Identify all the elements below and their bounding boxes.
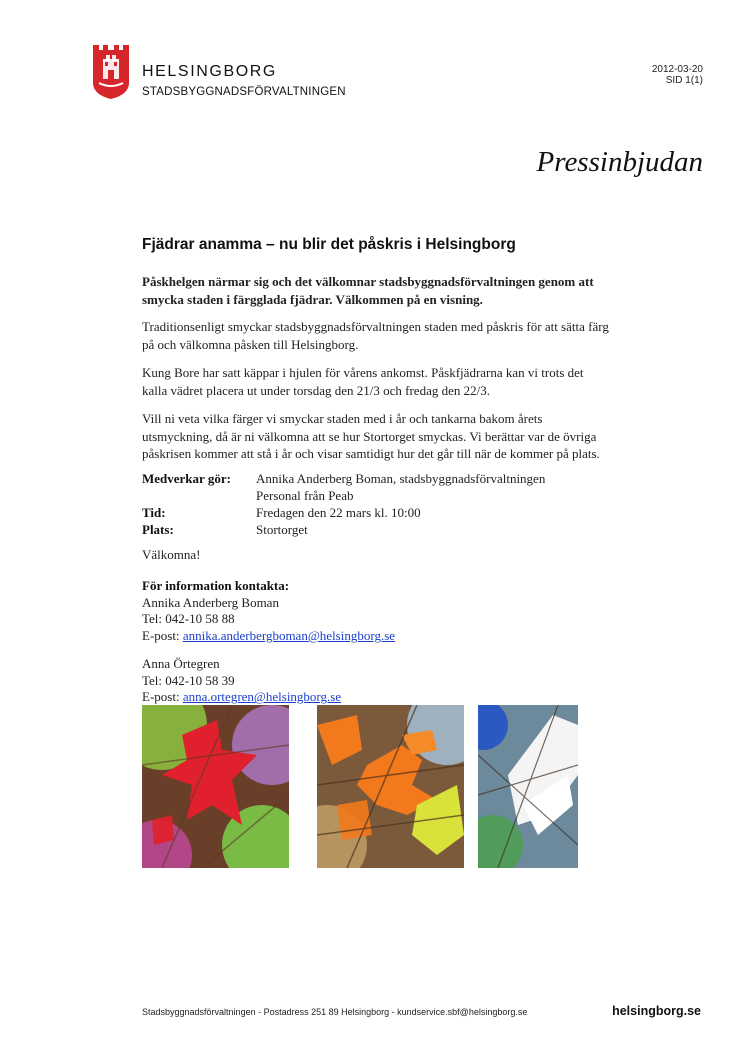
contact-block xyxy=(142,578,395,645)
white-feathers-photo xyxy=(478,705,625,868)
contact-phone: Tel: 042-10 58 39 xyxy=(142,672,235,688)
place-value: Stortorget xyxy=(256,522,308,537)
participants-value: Annika Anderberg Boman, stadsbyggnadsförvaltningen xyxy=(256,471,546,486)
email-link[interactable]: anna.ortegren@helsingborg.se xyxy=(182,689,342,705)
document-type: Pressinbjudan xyxy=(536,146,703,178)
org-name: HELSINGBORG xyxy=(142,63,277,80)
body-paragraph: Traditionsenligt smyckar stadsbyggnadsförvaltningen staden med påskris för att sätta färg på och välkomna påsken till Helsingborg. xyxy=(142,319,609,352)
contact-email-row xyxy=(142,689,341,706)
time-value: Fredagen den 22 mars kl. 10:00 xyxy=(256,505,421,520)
document-date: 2012-03-20 xyxy=(651,64,703,75)
helsingborg-crest-icon xyxy=(93,45,129,99)
contact-email-row xyxy=(142,628,395,645)
red-feathers-photo xyxy=(142,705,289,868)
email-link[interactable]: annika.anderbergboman@helsingborg.se xyxy=(182,628,396,644)
footer-address: Stadsbyggnadsförvaltningen - Postadress 251 89 Helsingborg - kundservice.sbf@helsingborg.se xyxy=(142,1007,528,1017)
contact-phone: Tel: 042-10 58 88 xyxy=(142,611,235,627)
contact-heading: För information kontakta: xyxy=(142,578,290,593)
body-paragraph: Vill ni veta vilka färger vi smyckar staden med i år och tankarna bakom årets utsmyckning, då är ni välkomna att se hur Stortorget smyckas. Vi berättar var de övriga påskrisen kommer att stå i år och visar samtidigt hur det går till när de kommer på plats. xyxy=(142,411,600,461)
event-details xyxy=(142,470,545,538)
welcome-text: Välkomna! xyxy=(142,547,201,562)
headline: Fjädrar anamma – nu blir det påskris i Helsingborg xyxy=(142,236,516,253)
page-number: SID 1(1) xyxy=(665,75,703,86)
participants-value: Personal från Peab xyxy=(256,488,354,503)
contact-name: Anna Örtegren xyxy=(142,656,220,671)
department-name: STADSBYGGNADSFÖRVALTNINGEN xyxy=(142,86,346,98)
contact-name: Annika Anderberg Boman xyxy=(142,594,279,610)
lead-paragraph: Påskhelgen närmar sig och det välkomnar stadsbyggnadsförvaltningen genom att smycka staden i färgglada fjädrar. Välkommen på en visning. xyxy=(142,274,594,307)
participants-row xyxy=(142,470,545,487)
place-row xyxy=(142,521,545,538)
email-label: E-post: xyxy=(142,628,183,644)
place-label: Plats: xyxy=(142,522,174,537)
orange-feathers-photo xyxy=(317,705,464,868)
time-label: Tid: xyxy=(142,505,166,520)
body-paragraph: Kung Bore har satt käppar i hjulen för vårens ankomst. Påskfjädrarna kan vi trots det kalla vädret placera ut under torsdag den 21/3 och fredag den 22/3. xyxy=(142,365,584,398)
time-row xyxy=(142,504,545,521)
contact-block xyxy=(142,656,341,706)
footer-site[interactable]: helsingborg.se xyxy=(612,1004,701,1018)
participants-label: Medverkar gör: xyxy=(142,471,231,486)
date-block xyxy=(652,64,703,86)
participants-row xyxy=(142,487,545,504)
email-label: E-post: xyxy=(142,689,183,705)
